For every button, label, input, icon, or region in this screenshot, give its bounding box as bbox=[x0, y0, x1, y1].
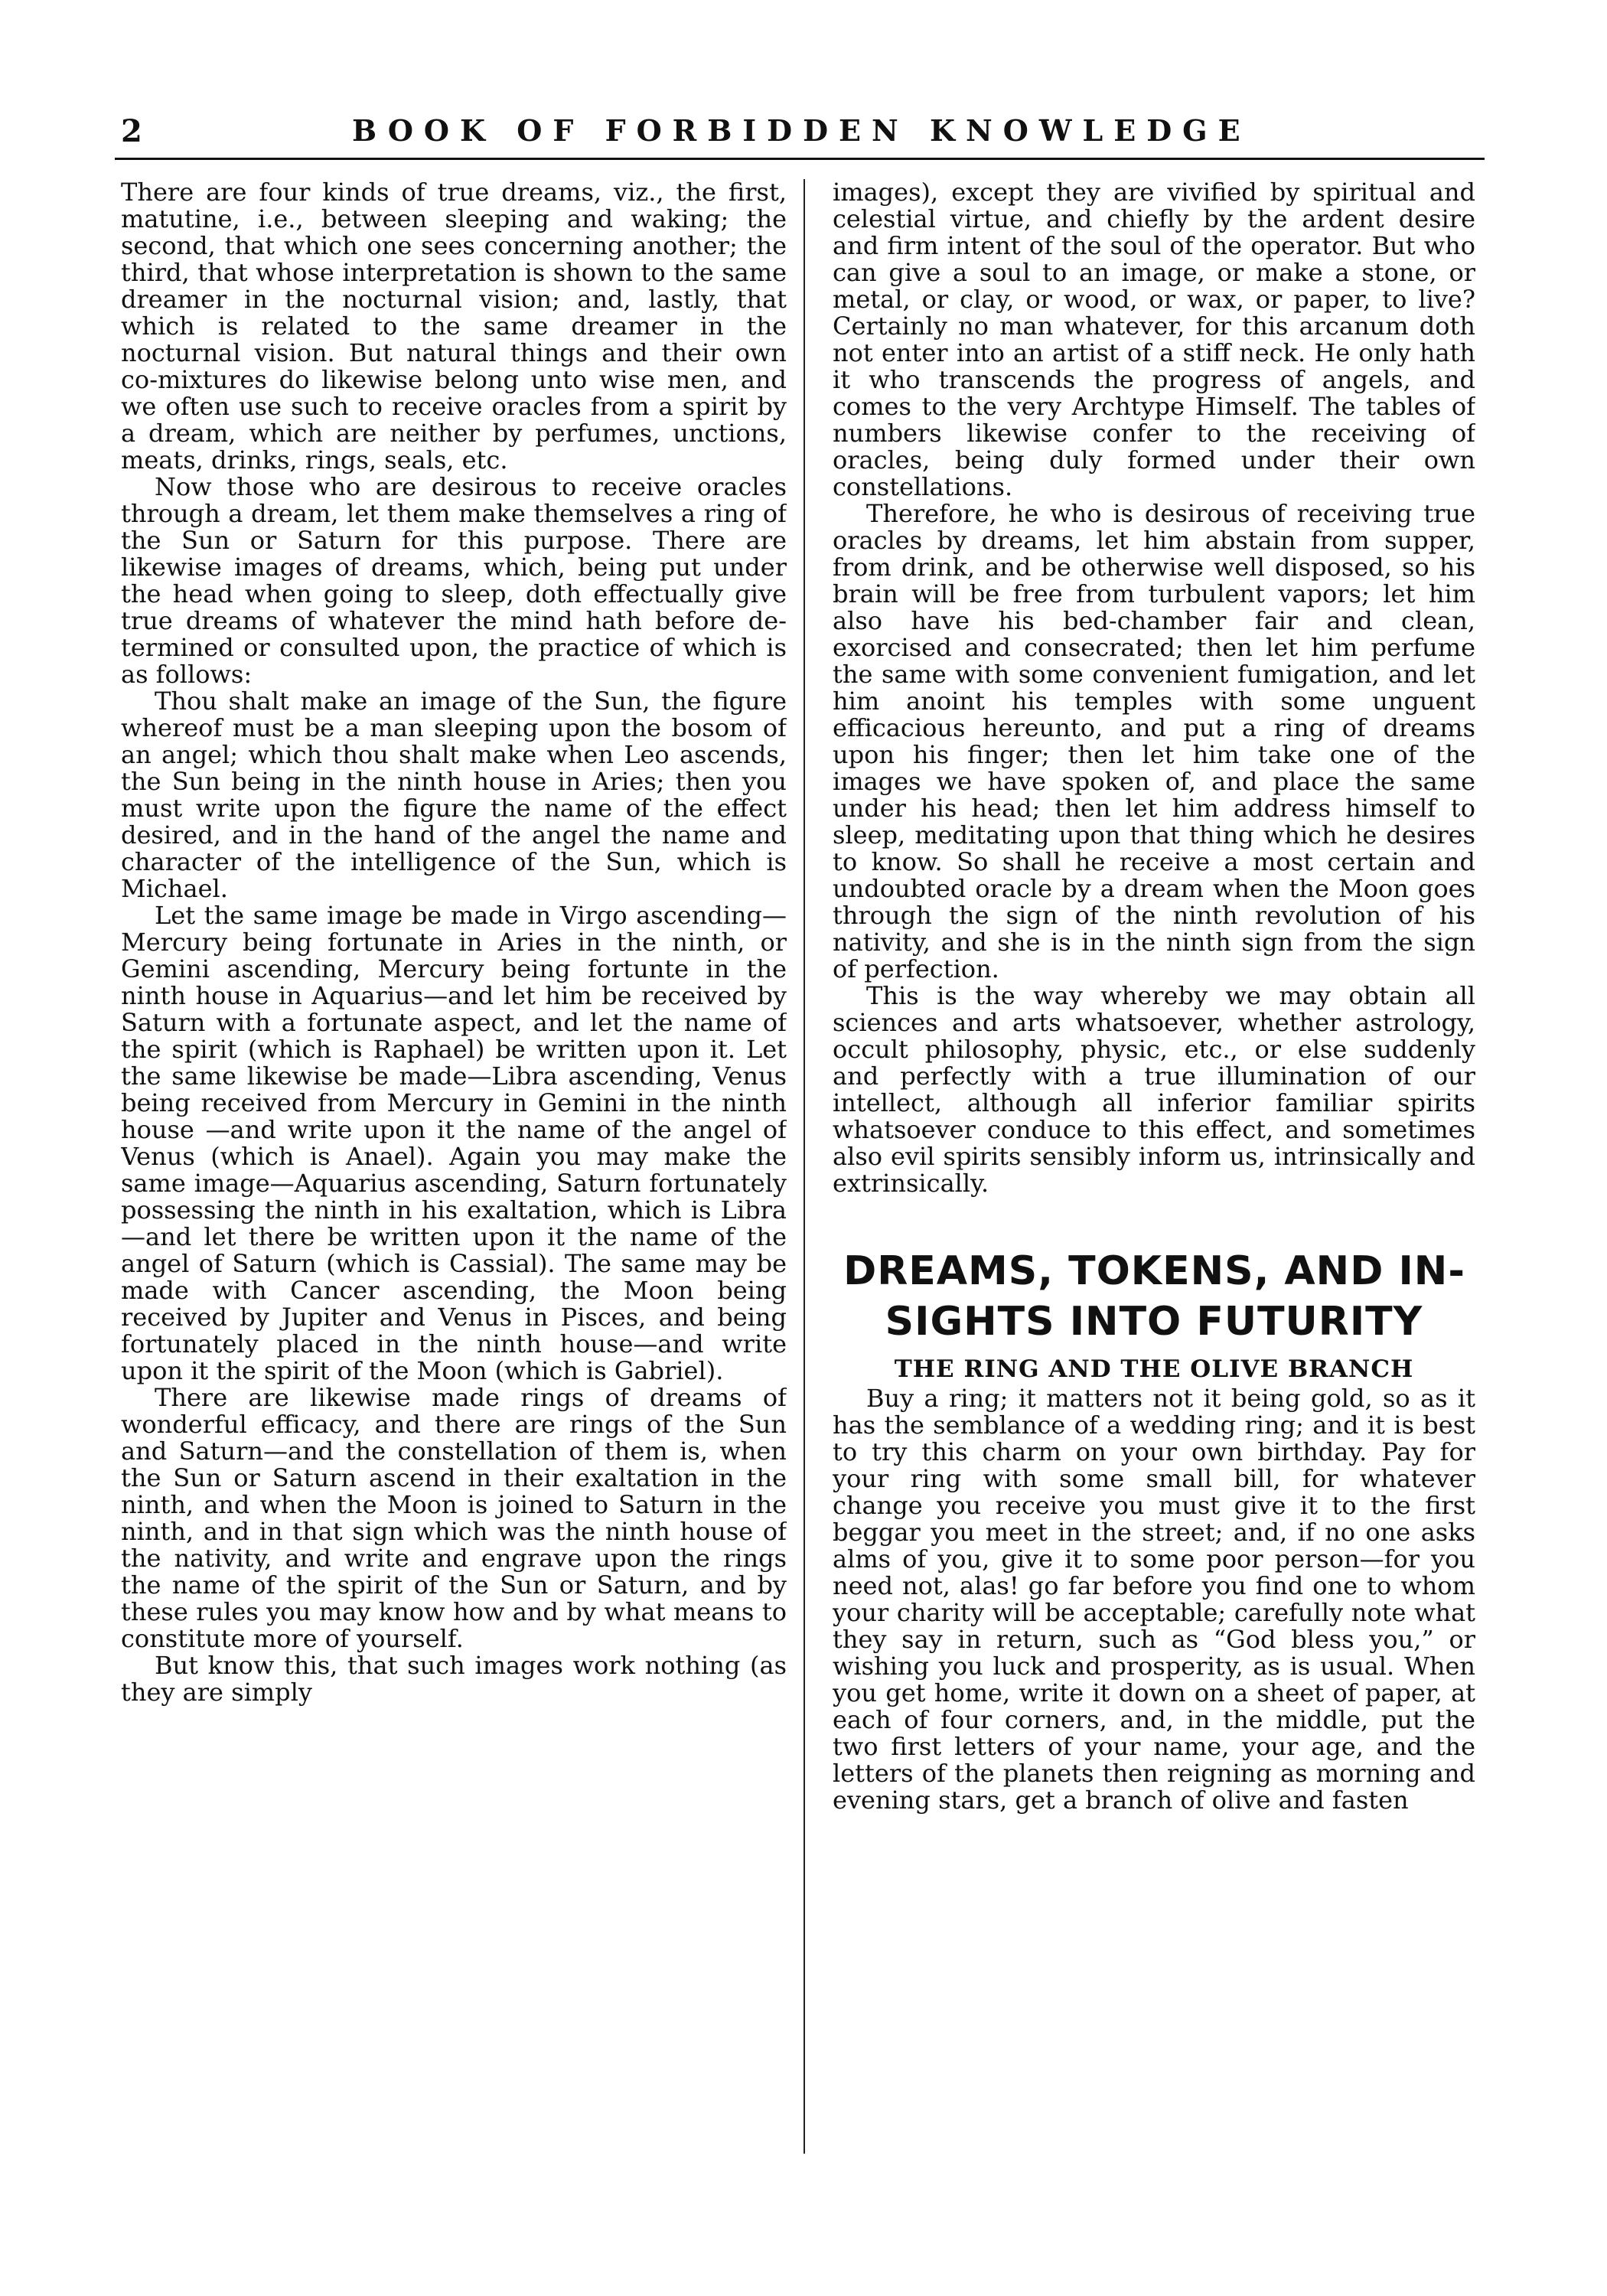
paragraph: But know this, that such images work nothing (as they are simply bbox=[121, 1651, 787, 1707]
page-header bbox=[115, 110, 1485, 156]
section-heading: DREAMS, TOKENS, AND INSIGHTS INTO FUTURITY bbox=[843, 1248, 1465, 1345]
paragraph: There are four kinds of true dreams, viz., the first, matutine, i.e., between sleeping and waking; the second, that which one sees concerning another; the third, that whose interpretation is shown to the same dreamer in the nocturnal vision; and, lastly, that which is related to the same dreamer in the nocturnal vision. But natural things and their own co-mixtures do likewise belong unto wise men, and we often use such to receive oracles from a spirit by a dream, which are neither by perfumes, unctions, meats, drinks, rings, seals, etc. bbox=[121, 179, 787, 475]
paragraph: Thou shalt make an image of the Sun, the figure whereof must be a man sleeping upon the bosom of an angel; which thou shalt make when Leo ascends, the Sun being in the ninth house in Aries; then you must write upon the figure the name of the effect desired, and in the hand of the angel the name and character of the intelligence of the Sun, which is Michael. bbox=[121, 687, 787, 903]
right-column bbox=[833, 179, 1475, 2177]
paragraph: Buy a ring; it matters not it being gold, so as it has the semblance of a wedding ring; and it is best to try this charm on your own birthday. Pay for your ring with some small bill, for whatever change you receive you must give it to the first beggar you meet in the street; and, if no one asks alms of you, give it to some poor person—for you need not, alas! go far before you find one to whom your charity will be acceptable; carefully note what they say in return, such as “God bless you,” or wishing you luck and prosperity, as is usual. When you get home, write it down on a sheet of paper, at each of four corners, and, in the middle, put the two first letters of your name, your age, and the letters of the planets then reigning as morning and evening stars, get a branch of olive and fasten bbox=[833, 1384, 1475, 1815]
paragraph: Let the same image be made in Virgo ascending—Mercury being fortunate in Aries in the ninth, or Gemini ascending, Mercury being fortunte in the ninth house in Aquarius—and let him be received by Saturn with a fortunate aspect, and let the name of the spirit (which is Raphael) be written upon it. Let the same likewise be made—Libra ascending, Venus being received from Mercury in Gemini in the ninth house —and write upon it the name of the angel of Venus (which is Anael). Again you may make the same image—Aquarius ascending, Saturn fortunately possessing the ninth in his exaltation, which is Libra—and let there be written upon it the name of the angel of Saturn (which is Cassial). The same may be made with Cancer ascending, the Moon being received by Jupiter and Venus in Pisces, and being fortunately placed in the ninth house—and write upon it the spirit of the Moon (which is Gabriel). bbox=[121, 901, 787, 1385]
header-rule bbox=[115, 158, 1485, 160]
column-divider bbox=[804, 179, 805, 2154]
paragraph: images), except they are vivified by spiritual and celestial virtue, and chiefly by the ardent desire and firm intent of the soul of the operator. But who can give a soul to an image, or make a stone, or metal, or clay, or wood, or wax, or paper, to live? Certainly no man whatever, for this arcanum doth not enter into an artist of a stiff neck. He only hath it who transcends the progress of angels, and comes to the very Archtype Himself. The tables of numbers likewise confer to the receiving of oracles, being duly formed under their own constellations. bbox=[833, 179, 1475, 501]
paragraph: Therefore, he who is desirous of receiving true oracles by dreams, let him abstain from supper, from drink, and be otherwise well disposed, so his brain will be free from turbulent vapors; let him also have his bed-chamber fair and clean, exorcised and consecrated; then let him perfume the same with some convenient fumigation, and let him anoint his temples with some unguent efficacious hereunto, and put a ring of dreams upon his finger; then let him take one of the images we have spoken of, and place the same under his head; then let him address himself to sleep, meditating upon that thing which he desires to know. So shall he receive a most certain and undoubted oracle by a dream when the Moon goes through the sign of the ninth revolution of his nativity, and she is in the ninth sign from the sign of perfection. bbox=[833, 499, 1475, 983]
paragraph: There are likewise made rings of dreams of wonderful efficacy, and there are rings of the Sun and Saturn—and the constellation of them is, when the Sun or Saturn ascend in their exaltation in the ninth, and when the Moon is joined to Saturn in the ninth, and in that sign which was the ninth house of the nativity, and write and engrave upon the rings the name of the spirit of the Sun or Saturn, and by these rules you may know how and by what means to constitute more of yourself. bbox=[121, 1383, 787, 1653]
page-number: 2 bbox=[121, 113, 142, 149]
left-column bbox=[121, 179, 787, 2177]
subheading: THE RING AND THE OLIVE BRANCH bbox=[894, 1355, 1414, 1383]
running-title: BOOK OF FORBIDDEN KNOWLEDGE bbox=[352, 113, 1251, 148]
paragraph: This is the way whereby we may obtain all sciences and arts whatsoever, whether astrology, occult philosophy, physic, etc., or else suddenly and perfectly with a true illumination of our intellect, although all inferior familiar spirits whatsoever conduce to this effect, and sometimes also evil spirits sensibly inform us, intrinsically and extrinsically. bbox=[833, 981, 1475, 1198]
paragraph: Now those who are desirous to receive oracles through a dream, let them make themselves a ring of the Sun or Saturn for this purpose. There are likewise images of dreams, which, being put under the head when going to sleep, doth effectually give true dreams of whatever the mind hath before determined or consulted upon, the practice of which is as follows: bbox=[121, 472, 787, 689]
